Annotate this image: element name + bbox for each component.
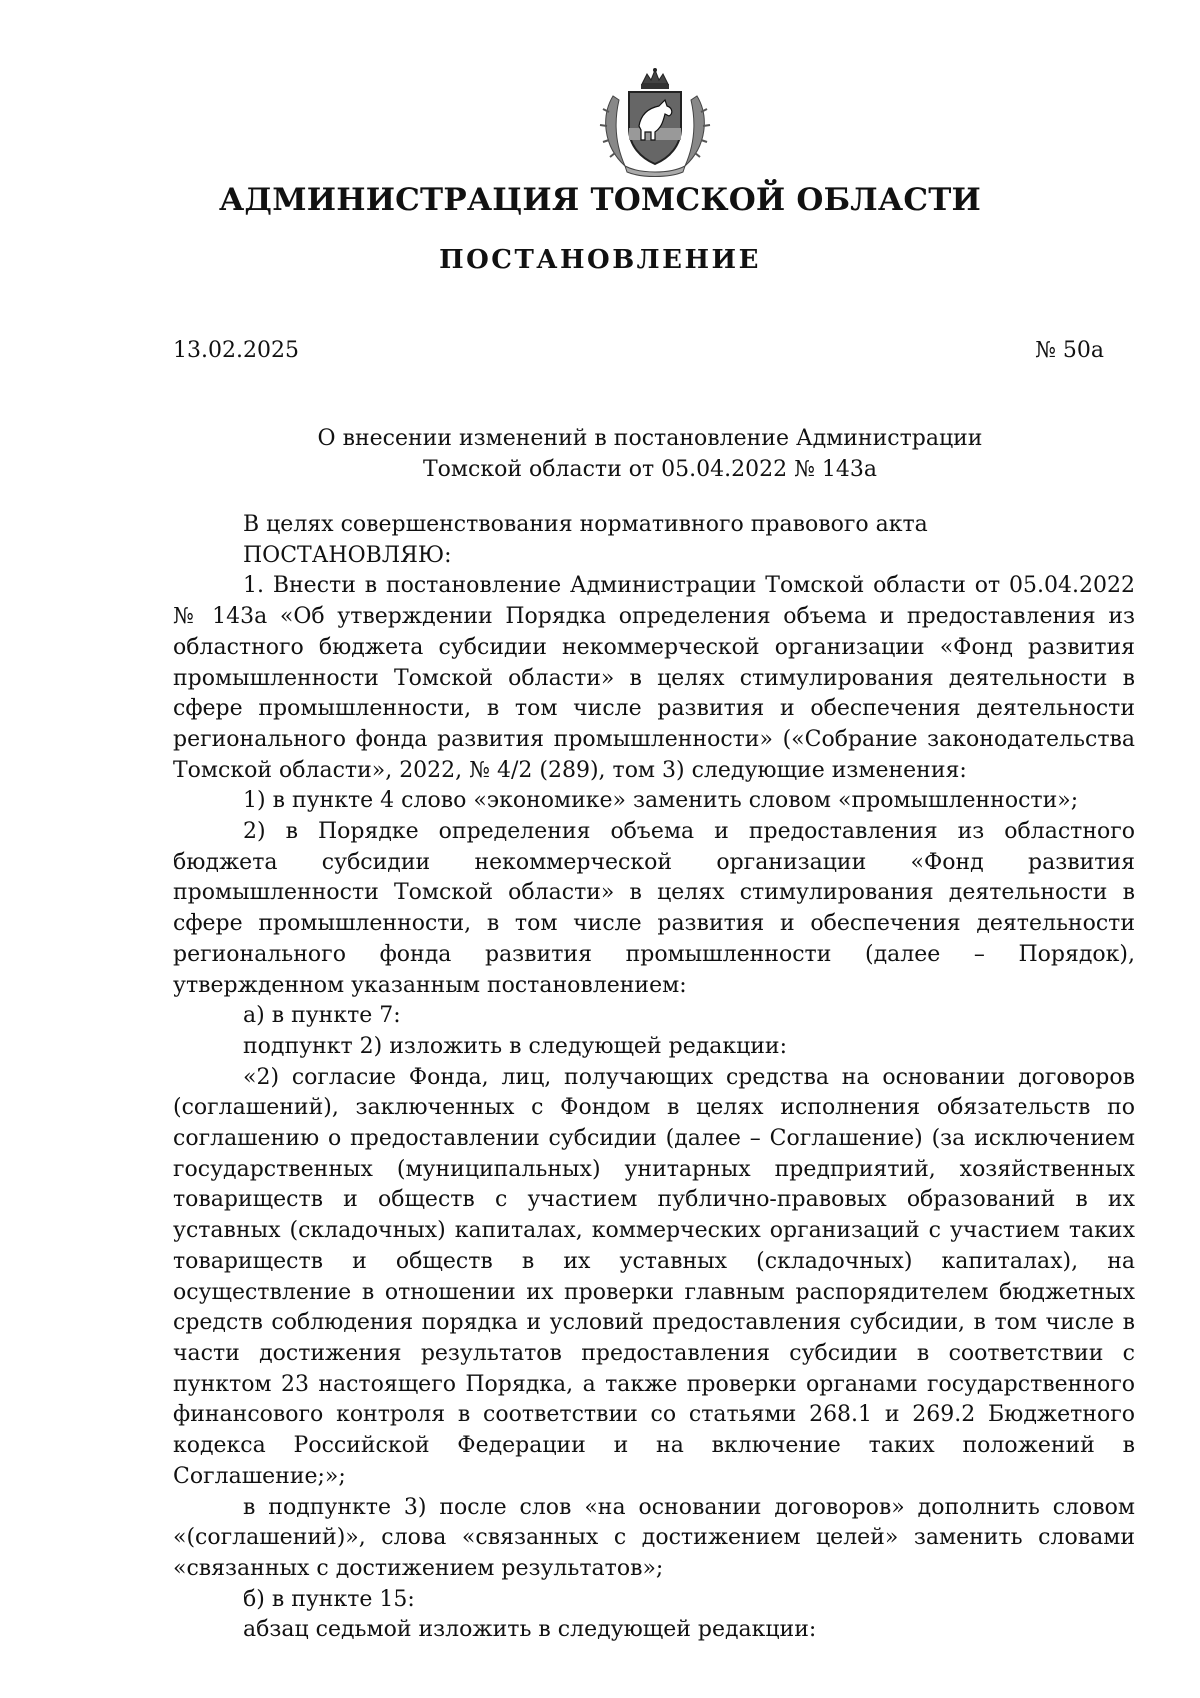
paragraph-purpose: В целях совершенствования нормативного правового акта [243, 512, 928, 537]
paragraph-subitem-2: 2) в Порядке определения объема и предоставления из областного бюджета субсидии некоммерческой организации «Фонд развития промышленности Томской области» в целях стимулирования деятельности в сфере промышленности, в том числе развития и обеспечения деятельности регионального фонда развития промышленности (далее – Порядок), утвержденном указанным постановлением: [173, 819, 1135, 998]
paragraph-point-a: а) в пункте 7: [243, 1003, 401, 1029]
paragraph-subpoint-3: в подпункте 3) после слов «на основании договоров» дополнить словом «(соглашений)», слова «связанных с достижением целей» заменить словами «связанных с достижением результатов»; [173, 1494, 1135, 1581]
paragraph-item-1: 1. Внести в постановление Администрации Томской области от 05.04.2022 № 143а «Об утверждении Порядка определения объема и предоставления из областного бюджета субсидии некоммерческой организации «Фонд развития промышленности Томской области» в целях стимулирования деятельности в сфере промышленности, в том числе развития и обеспечения деятельности регионального фонда развития промышленности» («Собрание законодательства Томской области», 2022, № 4/2 (289), том 3) следующие изменения: [173, 573, 1135, 783]
document-body [173, 510, 1135, 1646]
coat-of-arms-icon [595, 66, 715, 178]
paragraph-subpoint-2-text: «2) согласие Фонда, лиц, получающих средства на основании договоров (соглашений), заключенных с Фондом в целях исполнения обязательств по соглашению о предоставлении субсидии (далее – Соглашение) (за исключением государственных (муниципальных) унитарных предприятий, хозяйственных товариществ и обществ с участием публично-правовых образований в их уставных (складочных) капиталах, коммерческих организаций с участием таких товариществ и обществ в их уставных (складочных) капиталах), на осуществление в отношении их проверки главным распорядителем бюджетных средств соблюдения порядка и условий предоставления субсидии, в том числе в части достижения результатов предоставления субсидии в соответствии с пунктом 23 настоящего Порядка, а также проверки органами государственного финансового контроля в соответствии со статьями 268.1 и 269.2 Бюджетного кодекса Российской Федерации и на включение таких положений в Соглашение;»; [173, 1064, 1135, 1489]
document-type-title: ПОСТАНОВЛЕНИЕ [439, 245, 761, 275]
document-number: № 50а [1035, 338, 1104, 363]
document-date: 13.02.2025 [173, 338, 299, 363]
paragraph-resolve: ПОСТАНОВЛЯЮ: [243, 542, 452, 568]
organization-title: АДМИНИСТРАЦИЯ ТОМСКОЙ ОБЛАСТИ [218, 182, 981, 218]
paragraph-point-b: б) в пункте 15: [243, 1586, 415, 1612]
paragraph-subitem-1: 1) в пункте 4 слово «экономике» заменить словом «промышленности»; [243, 788, 1079, 814]
subject-line-2: Томской области от 05.04.2022 № 143а [422, 457, 878, 482]
document-subject [250, 423, 1050, 485]
paragraph-subpoint-2-intro: подпункт 2) изложить в следующей редакции: [243, 1033, 788, 1059]
subject-line-1: О внесении изменений в постановление Администрации [317, 426, 983, 451]
paragraph-seventh-intro: абзац седьмой изложить в следующей редакции: [243, 1617, 817, 1643]
